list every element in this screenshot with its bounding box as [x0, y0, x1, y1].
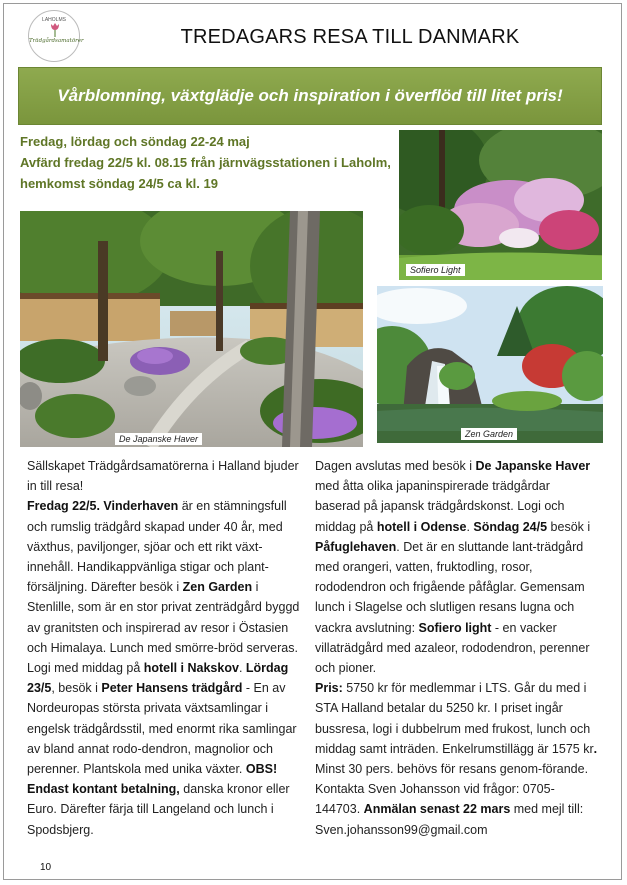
price-text: 5750 kr för medlemmar i LTS. Går du med i STA Halland betalar du 5250 kr. I priset ingår bussresa, logi i dubbelrum med frukost, lunch och middag samt inträden. Enkelrumstillägg är 1575 kr: [315, 681, 594, 756]
sunday-heading: Söndag 24/5: [473, 519, 548, 534]
sofiero-light-name: Sofiero light: [418, 620, 492, 635]
logo-top-text: LAHOLMS: [42, 17, 66, 23]
trip-info: [20, 131, 400, 194]
price-period: .: [593, 741, 598, 756]
price-heading: Pris:: [315, 681, 343, 696]
zen-garden-caption: Zen Garden: [461, 428, 517, 440]
page-title: TREDAGARS RESA TILL DANMARK: [180, 26, 520, 48]
trip-dates: Fredag, lördag och söndag 22-24 maj: [20, 134, 250, 149]
right-text-2: med åtta olika japaninspirerade trädgårdar baserad på japansk trädgårdskonst. Logi och middag på: [315, 479, 565, 534]
right-text-6: - en vacker villaträdgård med azaleor, rododendron, perenner och pioner.: [315, 620, 590, 676]
zen-garden-photo: [377, 286, 603, 443]
sofiero-photo: [399, 130, 602, 280]
peter-hansens-name: Peter Hansens trädgård: [101, 681, 243, 696]
right-text-4: besök i: [547, 519, 591, 534]
hotel-nakskov: hotell i Nakskov: [143, 661, 239, 676]
sofiero-caption: Sofiero Light: [406, 264, 465, 276]
japanese-garden-caption: De Japanske Haver: [115, 433, 202, 445]
friday-heading: Fredag 22/5. Vinderhaven: [27, 499, 179, 514]
pafuglehaven-name: Påfuglehaven: [315, 539, 397, 554]
left-text-6: danska kronor eller Euro. Därefter färja till Langeland och lunch i Spodsbjerg.: [27, 782, 290, 837]
intro-text: Sällskapet Trädgårdsamatörerna i Halland bjuder in till resa!: [27, 459, 299, 494]
right-text-1: Dagen avslutas med besök i: [315, 459, 476, 473]
registration-deadline: Anmälan senast 22 mars: [363, 802, 511, 817]
banner: [18, 67, 602, 125]
saturday-heading: Lördag 23/5: [27, 661, 289, 696]
right-text-5: . Det är en sluttande lant-trädgård med orangeri, vatten, fruktodling, rosor, rododendron och frigående påfåglar. Gemensam lunch i Slagelse och slutligen resans lugna och vackra avslutning:: [315, 539, 585, 635]
logo: [28, 10, 84, 62]
japanske-haver-name: De Japanske Haver: [475, 459, 591, 473]
right-text-3: .: [466, 519, 474, 534]
zen-garden-name: Zen Garden: [182, 580, 253, 595]
hotel-odense: hotell i Odense: [376, 519, 467, 534]
page-number: 10: [40, 862, 52, 873]
tulip-icon: [49, 21, 61, 37]
left-text-4: , besök i: [51, 681, 102, 696]
left-text-1: är en stämningsfull och rumslig trädgård skapad under 40 år, med växthus, paviljonger, sjöar och ett rikt växt-innehåll. Handikappvänliga stigar och plant-försäljning. Därefter besök i: [27, 499, 287, 595]
email-text: med mejl till: Sven.johansson99@gmail.com: [315, 802, 584, 837]
left-text-5: - En av Nordeuropas största privata växtsamlingar i engelsk trädgårdsstil, med enormt rika samlingar av bland annat rodo-dendron, magnolior och perenner. Plantskola med unika växter.: [27, 681, 297, 777]
japanese-garden-photo: [20, 211, 363, 447]
left-column: [27, 456, 306, 840]
left-text-2: i Stenlille, som är en stor privat zenträdgård byggd av granitsten och inspirerad av resor i Östasien och Himalaya. Lunch med smörre-bröd serveras. Logi med middag på: [27, 580, 300, 676]
trip-departure: Avfärd fredag 22/5 kl. 08.15 från järnvägsstationen i Laholm,: [20, 155, 391, 170]
logo-text: Trädgårdsamatörer: [29, 38, 84, 44]
contact-text: Minst 30 pers. behövs för resans genom-förande. Kontakta Sven Johansson vid frågor: 0705-144703.: [315, 762, 589, 817]
banner-text: Vårblomning, växtglädje och inspiration i överflöd till litet pris!: [57, 86, 563, 105]
payment-note: OBS! Endast kontant betalning,: [27, 762, 278, 797]
trip-return: hemkomst söndag 24/5 ca kl. 19: [20, 176, 218, 191]
left-text-3: .: [238, 661, 246, 676]
right-column: [315, 456, 598, 840]
